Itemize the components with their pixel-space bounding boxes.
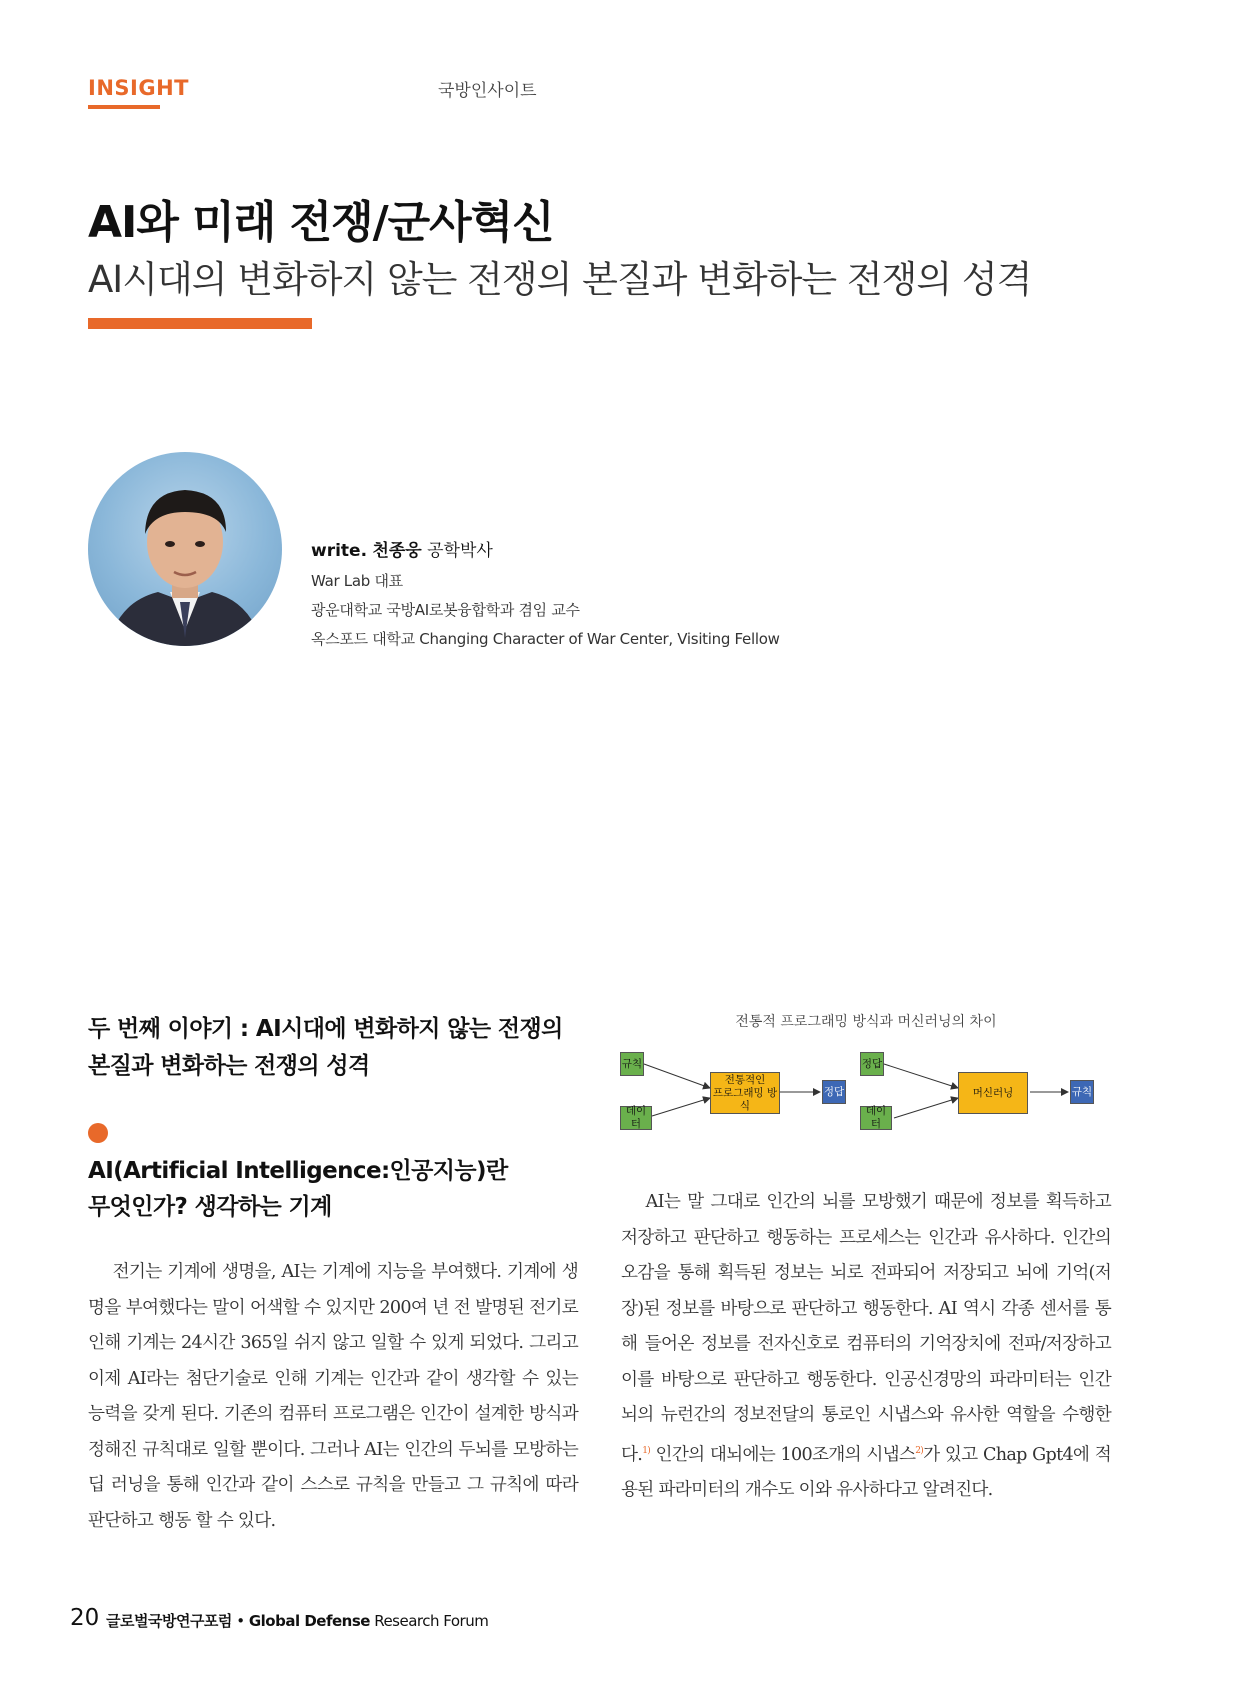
author-photo xyxy=(88,452,282,646)
diagram-node-answer-input: 정답 xyxy=(860,1052,884,1076)
section-tag: INSIGHT xyxy=(88,76,189,100)
figure-caption: 전통적 프로그래밍 방식과 머신러닝의 차이 xyxy=(735,1014,997,1030)
journal-name xyxy=(106,1610,488,1631)
author-degree: 공학박사 xyxy=(427,541,493,561)
diagram-node-traditional-programming xyxy=(710,1072,780,1114)
author-name: 천종웅 xyxy=(372,541,422,561)
author-affiliation: 광운대학교 국방AI로봇융합학과 겸임 교수 xyxy=(311,601,580,619)
body-column-right xyxy=(621,1185,1111,1508)
journal-name-en: Research Forum xyxy=(369,1612,489,1630)
journal-name-en-bold: Global Defense xyxy=(248,1612,370,1630)
journal-separator: • xyxy=(236,1612,245,1630)
bullet-dot xyxy=(88,1123,108,1143)
ai-heading xyxy=(88,1153,608,1225)
diagram-node-answer: 정답 xyxy=(822,1080,846,1104)
section-subtitle: 국방인사이트 xyxy=(438,81,537,101)
diagram-node-machine-learning: 머신러닝 xyxy=(958,1072,1028,1114)
diagram-node-data: 데이터 xyxy=(620,1106,652,1130)
author-affiliation: War Lab 대표 xyxy=(311,572,403,590)
author-affiliation: 옥스포드 대학교 Changing Character of War Center, Visiting Fellow xyxy=(311,630,780,648)
diagram-programming-vs-ml xyxy=(618,1046,1118,1136)
body-text-run: 가 있고 Chap Gpt4에 적용된 파라미터의 개수도 이와 유사하다고 알려진다. xyxy=(621,1444,1111,1500)
diagram-node-rule-output: 규칙 xyxy=(1070,1080,1094,1104)
body-text-run: AI는 말 그대로 인간의 뇌를 모방했기 때문에 정보를 획득하고 저장하고 판단하고 행동하는 프로세스는 인간과 유사하다. 인간의 오감을 통해 획득된 정보는 뇌로 전파되어 저장되고 뇌에 기억(저장)된 정보를 바탕으로 판단하고 행동한다. AI 역시 각종 센서를 통해 들어온 정보를 전자신호로 컴퓨터의 기억장치에 전파/저장하고 이를 바탕으로 판단하고 행동한다. 인공신경망의 파라미터는 인간 뇌의 뉴런간의 정보전달의 통로인 시냅스와 유사한 역할을 수행한다. xyxy=(621,1192,1111,1465)
ai-heading-line: AI(Artificial Intelligence:인공지능)란 xyxy=(88,1158,508,1184)
story-heading-line: 본질과 변화하는 전쟁의 성격 xyxy=(88,1053,370,1079)
ai-heading-line: 무엇인가? 생각하는 기계 xyxy=(88,1194,332,1220)
body-paragraph xyxy=(621,1185,1111,1508)
body-text-run: 인간의 대뇌에는 100조개의 시냅스 xyxy=(650,1444,916,1465)
article-title: AI와 미래 전쟁/군사혁신 xyxy=(88,197,554,248)
footnote-ref[interactable]: 2) xyxy=(915,1445,924,1456)
footnote-ref[interactable]: 1) xyxy=(642,1445,651,1456)
page-number: 20 xyxy=(70,1605,100,1631)
diagram-node-label: 전통적인 xyxy=(724,1073,766,1086)
diagram-node-label: 프로그래밍 방식 xyxy=(712,1086,778,1112)
body-column-left xyxy=(88,1255,578,1539)
diagram-node-rule: 규칙 xyxy=(620,1052,644,1076)
section-tag-underline xyxy=(88,105,160,109)
story-heading-line: 두 번째 이야기 : AI시대에 변화하지 않는 전쟁의 xyxy=(88,1016,563,1042)
author-byline xyxy=(311,536,493,561)
article-subtitle: AI시대의 변화하지 않는 전쟁의 본질과 변화하는 전쟁의 성격 xyxy=(88,258,1032,301)
title-accent-bar xyxy=(88,318,312,329)
story-heading xyxy=(88,1011,608,1085)
write-label: write. xyxy=(311,541,368,561)
diagram-node-data: 데이터 xyxy=(860,1106,892,1130)
body-paragraph: 전기는 기계에 생명을, AI는 기계에 지능을 부여했다. 기계에 생명을 부여했다는 말이 어색할 수 있지만 200여 년 전 발명된 전기로 인해 기계는 24시간 365일 쉬지 않고 일할 수 있게 되었다. 그리고 이제 AI라는 첨단기술로 인해 기계는 인간과 같이 생각할 수 있는 능력을 갖게 된다. 기존의 컴퓨터 프로그램은 인간이 설계한 방식과 정해진 규칙대로 일할 뿐이다. 그러나 AI는 인간의 두뇌를 모방하는 딥 러닝을 통해 인간과 같이 스스로 규칙을 만들고 그 규칙에 따라 판단하고 행동 할 수 있다. xyxy=(88,1262,578,1531)
journal-name-kr: 글로벌국방연구포럼 xyxy=(106,1612,232,1630)
